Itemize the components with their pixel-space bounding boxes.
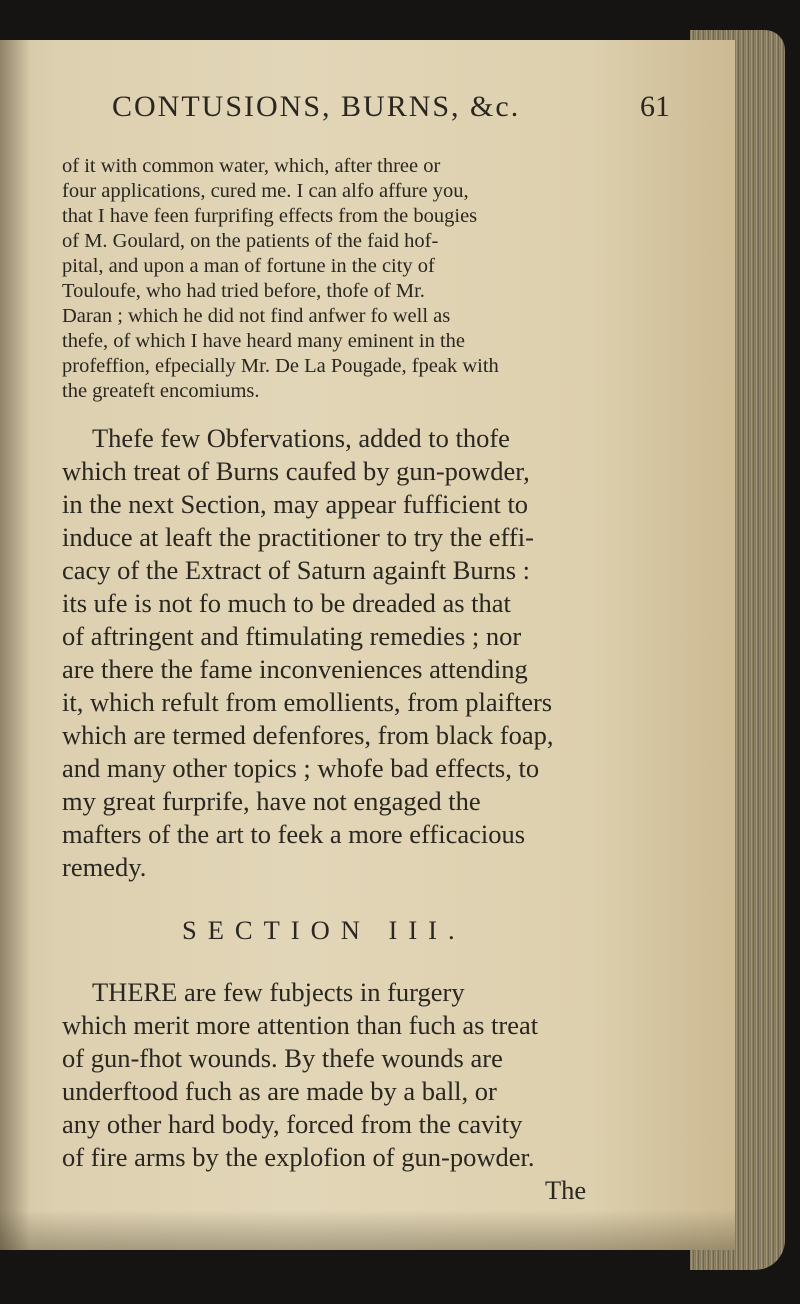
text-line: any other hard body, forced from the cavity <box>62 1109 523 1139</box>
running-head-title: CONTUSIONS, BURNS, &c. <box>112 90 521 123</box>
text-line: four applications, cured me. I can alfo affure you, <box>62 180 469 202</box>
page-number: 61 <box>640 90 670 123</box>
text-line: which are termed defenfores, from black foap, <box>62 720 554 750</box>
text-line: mafters of the art to feek a more efficacious <box>62 819 526 849</box>
text-line: are there the fame inconveniences attending <box>62 654 528 684</box>
text-line: that I have feen furprifing effects from the bougies <box>62 205 478 227</box>
text-line: the greateft encomiums. <box>62 380 260 402</box>
text-line: of M. Goulard, on the patients of the faid hof- <box>62 230 439 252</box>
text-line: pital, and upon a man of fortune in the city of <box>62 255 435 277</box>
text-line: underftood fuch as are made by a ball, or <box>62 1076 497 1106</box>
text-line: of gun-fhot wounds. By thefe wounds are <box>62 1043 503 1073</box>
text-line: of fire arms by the explofion of gun-powder. <box>62 1142 535 1172</box>
text-line: of aftringent and ftimulating remedies ; nor <box>62 621 522 651</box>
text-line: THERE are few fubjects in furgery <box>92 977 465 1007</box>
text-line: which treat of Burns caufed by gun-powder, <box>62 456 530 486</box>
text-line: Touloufe, who had tried before, thofe of Mr. <box>62 280 425 302</box>
catchword: The <box>545 1175 587 1205</box>
text-line: which merit more attention than fuch as treat <box>62 1010 539 1040</box>
section-heading: SECTION III. <box>182 915 466 945</box>
text-line: Daran ; which he did not find anfwer fo well as <box>62 305 451 327</box>
text-line: it, which refult from emollients, from plaifters <box>62 687 553 717</box>
text-line: its ufe is not fo much to be dreaded as that <box>62 588 511 618</box>
text-line: thefe, of which I have heard many eminent in the <box>62 330 466 352</box>
text-line: profeffion, efpecially Mr. De La Pougade, fpeak with <box>62 355 499 377</box>
text-line: in the next Section, may appear fufficient to <box>62 489 529 519</box>
text-line: remedy. <box>62 852 147 882</box>
text-line: of it with common water, which, after three or <box>62 155 441 177</box>
text-line: cacy of the Extract of Saturn againft Burns : <box>62 555 531 585</box>
text-line: induce at leaft the practitioner to try the effi- <box>62 522 534 552</box>
text-line: and many other topics ; whofe bad effects, to <box>62 753 540 783</box>
text-line: Thefe few Obfervations, added to thofe <box>92 423 510 453</box>
text-line: my great furprife, have not engaged the <box>62 786 481 816</box>
